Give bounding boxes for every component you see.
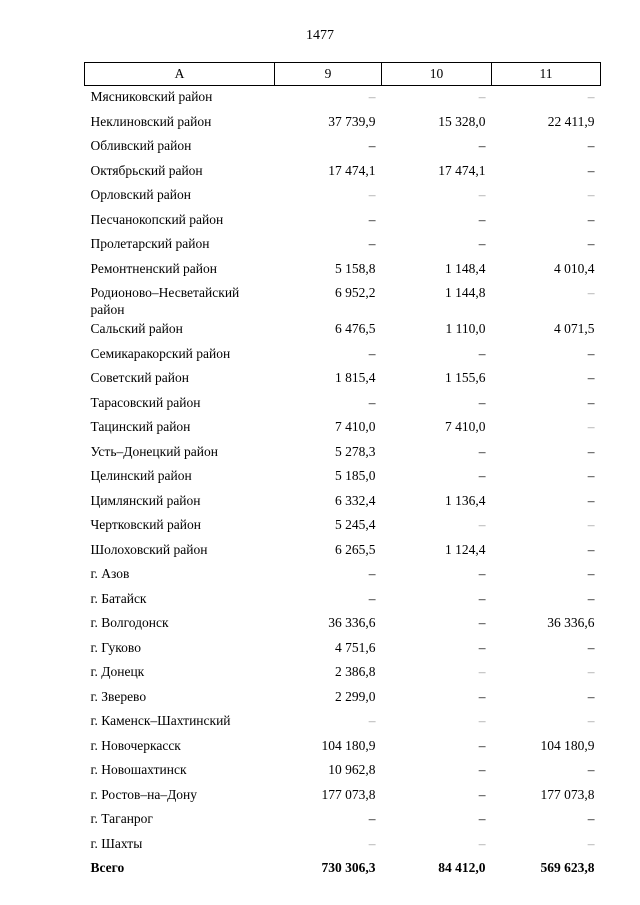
cell-11: 36 336,6: [547, 615, 595, 630]
cell-11: –: [587, 345, 595, 361]
row-name: г. Ростов–на–Дону: [90, 786, 198, 802]
row-name: г. Батайск: [90, 590, 147, 606]
cell-11: –: [587, 443, 595, 459]
cell-10: –: [478, 590, 486, 606]
cell-9: –: [368, 835, 376, 851]
cell-9: –: [368, 566, 376, 581]
cell-9: 4 751,6: [335, 639, 376, 655]
cell-10: –: [478, 786, 486, 802]
row-name: г. Гуково: [90, 639, 141, 655]
cell-11: –: [587, 639, 595, 655]
cell-11: –: [587, 89, 595, 104]
cell-11: 569 623,8: [540, 860, 595, 875]
cell-9: 6 952,2: [335, 285, 376, 300]
cell-10: –: [478, 713, 486, 728]
table-row: [85, 637, 601, 662]
table-row: [85, 209, 601, 234]
table-row: [85, 539, 601, 564]
row-name: г. Донецк: [90, 664, 145, 679]
cell-11: –: [587, 419, 595, 434]
cell-9: 2 299,0: [335, 688, 376, 704]
cell-9: –: [368, 89, 376, 104]
table-row: [85, 392, 601, 417]
table-row: [85, 367, 601, 392]
row-name: Орловский район: [90, 187, 191, 202]
cell-10: 1 155,6: [445, 370, 486, 385]
table-row: [85, 759, 601, 784]
table-body: [85, 86, 601, 882]
cell-10: –: [478, 187, 486, 202]
table-row: [85, 490, 601, 515]
row-name: Целинский район: [90, 468, 192, 483]
cell-11: 4 010,4: [554, 260, 595, 276]
table-row: [85, 735, 601, 760]
table-row: [85, 258, 601, 283]
row-name: г. Азов: [90, 566, 130, 581]
cell-9: –: [368, 713, 376, 728]
cell-10: –: [478, 138, 486, 153]
cell-9: 2 386,8: [335, 664, 376, 679]
row-name: Семикаракорский район: [90, 345, 231, 361]
cell-11: –: [587, 541, 595, 557]
cell-9: –: [368, 211, 376, 227]
column-header-9: 9: [275, 63, 382, 86]
cell-10: –: [478, 468, 486, 483]
cell-9: –: [368, 394, 376, 410]
table-row: [85, 833, 601, 858]
table-header-row: [85, 63, 601, 86]
table-row: [85, 465, 601, 490]
row-name: г. Новочеркасск: [90, 737, 181, 753]
cell-10: –: [478, 394, 486, 410]
cell-11: –: [587, 590, 595, 606]
table-row: [85, 111, 601, 136]
row-name: г. Каменск–Шахтинский: [90, 713, 231, 728]
table-row: [85, 514, 601, 539]
row-name: Чертковский район: [90, 517, 201, 532]
cell-11: –: [587, 811, 595, 826]
cell-9: –: [368, 811, 376, 826]
cell-11: –: [587, 664, 595, 679]
table-row: [85, 416, 601, 441]
cell-11: –: [587, 762, 595, 777]
cell-10: –: [478, 566, 486, 581]
cell-10: –: [478, 211, 486, 227]
cell-9: –: [368, 590, 376, 606]
column-header-10: 10: [382, 63, 492, 86]
cell-9: –: [368, 236, 376, 251]
cell-11: 22 411,9: [547, 113, 595, 129]
table-row: [85, 160, 601, 185]
row-name: Родионово–Несветайский район: [90, 285, 240, 317]
cell-9: 36 336,6: [328, 615, 376, 630]
cell-10: 84 412,0: [438, 860, 486, 875]
cell-9: –: [368, 187, 376, 202]
cell-10: –: [478, 688, 486, 704]
total-row: [85, 857, 601, 882]
table-row: [85, 282, 601, 318]
page-number: 1477: [306, 28, 334, 43]
cell-10: –: [478, 664, 486, 679]
row-name: г. Таганрог: [90, 811, 153, 826]
cell-10: 15 328,0: [438, 113, 486, 129]
column-header-a: А: [85, 63, 275, 86]
table-row: [85, 86, 601, 111]
cell-10: 1 124,4: [445, 541, 486, 557]
cell-9: 37 739,9: [328, 113, 376, 129]
cell-9: 5 158,8: [335, 260, 376, 276]
row-name: Цимлянский район: [90, 492, 201, 508]
cell-10: 1 136,4: [445, 492, 486, 508]
row-name: г. Волгодонск: [90, 615, 169, 630]
row-name: Обливский район: [90, 138, 192, 153]
cell-9: 5 278,3: [335, 443, 376, 459]
cell-11: –: [587, 138, 595, 153]
cell-9: 5 245,4: [335, 517, 376, 532]
row-name: г. Зверево: [90, 688, 147, 704]
table-row: [85, 233, 601, 258]
cell-11: 177 073,8: [540, 786, 595, 802]
cell-9: 6 332,4: [335, 492, 376, 508]
cell-11: 4 071,5: [554, 321, 595, 336]
row-name: Советский район: [90, 370, 189, 385]
table-row: [85, 318, 601, 343]
table-row: [85, 686, 601, 711]
row-name: Ремонтненский район: [90, 260, 217, 276]
cell-9: 730 306,3: [321, 860, 376, 875]
cell-9: 1 815,4: [335, 370, 376, 385]
cell-11: –: [587, 492, 595, 508]
row-name: Шолоховский район: [90, 541, 208, 557]
cell-11: –: [587, 236, 595, 251]
cell-10: –: [478, 811, 486, 826]
cell-11: –: [587, 187, 595, 202]
table-row: [85, 343, 601, 368]
row-name: Тацинский район: [90, 419, 191, 434]
row-name: Тарасовский район: [90, 394, 201, 410]
row-name: г. Шахты: [90, 835, 143, 851]
cell-10: –: [478, 639, 486, 655]
cell-10: –: [478, 443, 486, 459]
cell-9: 6 476,5: [335, 321, 376, 336]
cell-10: –: [478, 517, 486, 532]
cell-11: –: [587, 688, 595, 704]
cell-11: –: [587, 370, 595, 385]
budget-table: [84, 62, 601, 882]
cell-11: 104 180,9: [540, 737, 595, 753]
cell-10: –: [478, 345, 486, 361]
table-row: [85, 612, 601, 637]
cell-9: –: [368, 345, 376, 361]
table-row: [85, 588, 601, 613]
cell-9: 7 410,0: [335, 419, 376, 434]
table-row: [85, 184, 601, 209]
cell-9: 5 185,0: [335, 468, 376, 483]
row-name: Октябрьский район: [90, 162, 203, 178]
cell-10: –: [478, 236, 486, 251]
cell-10: 1 110,0: [445, 321, 486, 336]
cell-9: 17 474,1: [328, 162, 376, 178]
cell-10: 1 144,8: [445, 285, 486, 300]
row-name: Неклиновский район: [90, 113, 212, 129]
cell-11: –: [587, 566, 595, 581]
cell-10: –: [478, 762, 486, 777]
cell-11: –: [587, 285, 595, 300]
cell-11: –: [587, 835, 595, 851]
table-row: [85, 661, 601, 686]
cell-11: –: [587, 713, 595, 728]
cell-10: –: [478, 835, 486, 851]
cell-11: –: [587, 468, 595, 483]
row-name: г. Новошахтинск: [90, 762, 187, 777]
table-row: [85, 563, 601, 588]
cell-10: 17 474,1: [438, 162, 486, 178]
cell-9: –: [368, 138, 376, 153]
row-name: Песчанокопский район: [90, 211, 224, 227]
table-row: [85, 441, 601, 466]
cell-10: –: [478, 89, 486, 104]
column-header-11: 11: [492, 63, 601, 86]
table-row: [85, 710, 601, 735]
table-row: [85, 808, 601, 833]
table-row: [85, 135, 601, 160]
cell-9: 104 180,9: [321, 737, 376, 753]
row-name: Пролетарский район: [90, 236, 210, 251]
cell-9: 10 962,8: [328, 762, 376, 777]
cell-10: 7 410,0: [445, 419, 486, 434]
cell-10: 1 148,4: [445, 260, 486, 276]
cell-11: –: [587, 211, 595, 227]
cell-10: –: [478, 615, 486, 630]
cell-10: –: [478, 737, 486, 753]
row-name: Сальский район: [90, 321, 183, 336]
cell-9: 6 265,5: [335, 541, 376, 557]
cell-9: 177 073,8: [321, 786, 376, 802]
row-name: Усть–Донецкий район: [90, 443, 218, 459]
row-name: Мясниковский район: [90, 89, 213, 104]
cell-11: –: [587, 162, 595, 178]
cell-11: –: [587, 394, 595, 410]
table-row: [85, 784, 601, 809]
cell-11: –: [587, 517, 595, 532]
row-name: Всего: [90, 860, 125, 875]
